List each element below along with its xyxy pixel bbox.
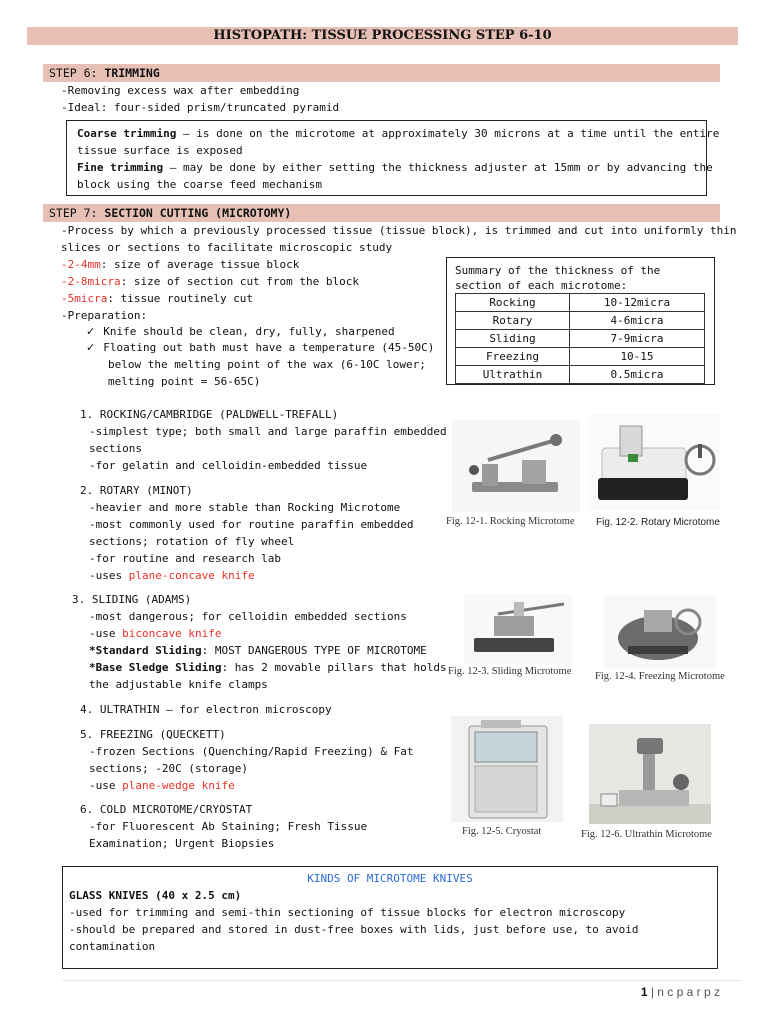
ultrathin-line — [80, 701, 332, 718]
prep-cont-1: below the melting point of the wax (6-10C lower; — [108, 358, 426, 371]
coarse-text-1: – is done on the microtome at approximately 30 microns at a time until the entire — [176, 127, 720, 140]
checkmark-icon: ✓ — [86, 325, 96, 338]
rotary-l4: -for routine and research lab — [89, 552, 282, 565]
prep-item-2 — [86, 339, 434, 356]
table-row — [456, 366, 705, 384]
step7-header — [43, 204, 720, 222]
table-cell: 7-9micra — [570, 330, 705, 348]
sliding-l4 — [89, 659, 447, 676]
table-cell: Ultrathin — [456, 366, 570, 384]
cryostat-image — [451, 716, 563, 822]
coarse-text-2: tissue surface is exposed — [77, 144, 243, 157]
sliding-l3-rest: : MOST DANGEROUS TYPE OF MICROTOME — [201, 644, 427, 657]
rotary-l2: -most commonly used for routine paraffin embedded — [89, 518, 414, 531]
table-cell: Sliding — [456, 330, 570, 348]
footer — [641, 985, 720, 999]
fig1-caption: Fig. 12-1. Rocking Microtome — [446, 516, 575, 527]
size-text-3: : tissue routinely cut — [107, 292, 254, 305]
rotary-l5-pre: -uses — [89, 569, 129, 582]
table-cell: 10-15 — [570, 348, 705, 366]
sliding-knife: biconcave knife — [122, 627, 222, 640]
summary-heading-2: section of each microtome: — [455, 279, 628, 292]
sliding-l3 — [89, 642, 427, 659]
size-value-3: -5micra — [61, 292, 108, 305]
rocking-l2: sections — [89, 442, 142, 455]
trimming-box — [66, 120, 720, 196]
prep-cont-2: melting point = 56-65C) — [108, 375, 261, 388]
ultrathin-title: 4. ULTRATHIN — [80, 703, 160, 716]
glass-knives-title: GLASS KNIVES (40 x 2.5 cm) — [69, 889, 242, 902]
checkmark-icon: ✓ — [86, 341, 96, 354]
table-cell: Rocking — [456, 294, 570, 312]
page-title: HISTOPATH: TISSUE PROCESSING STEP 6-10 — [27, 27, 738, 45]
step7-prefix: STEP 7: — [49, 206, 105, 220]
step7-intro-1: -Process by which a previously processed tissue (tissue block), is trimmed and cut into uniformly thin — [61, 224, 737, 237]
fig5-caption: Fig. 12-5. Cryostat — [462, 826, 542, 837]
footer-divider — [62, 980, 742, 981]
table-cell: Rotary — [456, 312, 570, 330]
prep-item-1-text: Knife should be clean, dry, fully, sharpened — [103, 325, 395, 338]
size-value-2: -2-8micra — [61, 275, 121, 288]
coarse-term: Coarse trimming — [77, 127, 177, 140]
rotary-knife: plane-concave knife — [128, 569, 255, 582]
standard-sliding: *Standard Sliding — [89, 644, 202, 657]
fine-text-2: block using the coarse feed mechanism — [77, 178, 323, 191]
thickness-table — [455, 293, 705, 384]
table-cell: 10-12micra — [570, 294, 705, 312]
table-row — [456, 330, 705, 348]
fig2-caption: Fig. 12-2. Rotary Microtome — [596, 517, 720, 528]
page-number: 1 — [640, 985, 648, 999]
freezing-l1: -frozen Sections (Quenching/Rapid Freezing) & Fat — [89, 745, 414, 758]
step6-line-1: -Removing excess wax after embedding — [61, 84, 300, 97]
ultrathin-microtome-image — [589, 724, 711, 824]
footer-sep: | — [647, 985, 658, 999]
fig3-caption: Fig. 12-3. Sliding Microtome — [448, 666, 572, 677]
size-line-2 — [61, 273, 359, 290]
knives-l2: -should be prepared and stored in dust-free boxes with lids, just before use, to avoid — [69, 923, 639, 936]
table-row — [456, 312, 705, 330]
table-cell: 0.5micra — [570, 366, 705, 384]
table-cell: Freezing — [456, 348, 570, 366]
sliding-l4-rest: : has 2 movable pillars that holds — [221, 661, 447, 674]
rocking-microtome-image — [452, 420, 580, 512]
size-line-3 — [61, 290, 253, 307]
step6-name: TRIMMING — [104, 66, 160, 80]
freezing-l3 — [89, 777, 235, 794]
rotary-title: 2. ROTARY (MINOT) — [80, 484, 193, 497]
sliding-title: 3. SLIDING (ADAMS) — [72, 593, 192, 606]
table-row — [456, 294, 705, 312]
rocking-l1: -simplest type; both small and large paraffin embedded — [89, 425, 447, 438]
knives-l3: contamination — [69, 940, 156, 953]
fig6-caption: Fig. 12-6. Ultrathin Microtome — [581, 829, 712, 840]
prep-item-1 — [86, 323, 395, 340]
step6-line-2: -Ideal: four-sided prism/truncated pyramid — [61, 101, 340, 114]
rocking-l3: -for gelatin and celloidin-embedded tissue — [89, 459, 368, 472]
ultrathin-rest: – for electron microscopy — [159, 703, 332, 716]
sliding-l1: -most dangerous; for celloidin embedded sections — [89, 610, 407, 623]
rocking-title: 1. ROCKING/CAMBRIDGE (PALDWELL-TREFALL) — [80, 408, 339, 421]
cryostat-title: 6. COLD MICROTOME/CRYOSTAT — [80, 803, 253, 816]
fine-text-1: – may be done by either setting the thickness adjuster at 15mm or by advancing the — [163, 161, 713, 174]
table-row — [456, 348, 705, 366]
freezing-l2: sections; -20C (storage) — [89, 762, 248, 775]
sliding-l5: the adjustable knife clamps — [89, 678, 268, 691]
footer-text: n c p a r p z — [657, 985, 720, 999]
base-sledge: *Base Sledge Sliding — [89, 661, 222, 674]
step7-intro-2: slices or sections to facilitate microscopic study — [61, 241, 393, 254]
step6-prefix: STEP 6: — [49, 66, 105, 80]
freezing-l3-pre: -use — [89, 779, 123, 792]
size-line-1 — [61, 256, 299, 273]
cryostat-l2: Examination; Urgent Biopsies — [89, 837, 275, 850]
sliding-l2 — [89, 625, 221, 642]
prep-item-2-text: Floating out bath must have a temperature (45-50C) — [103, 341, 435, 354]
table-cell: 4-6micra — [570, 312, 705, 330]
rotary-l3: sections; rotation of fly wheel — [89, 535, 295, 548]
knives-l1: -used for trimming and semi-thin sectioning of tissue blocks for electron microscopy — [69, 906, 626, 919]
rotary-microtome-image — [588, 414, 720, 510]
fine-term: Fine trimming — [77, 161, 164, 174]
freezing-microtome-image — [604, 596, 716, 668]
size-value-1: -2-4mm — [61, 258, 101, 271]
freezing-title: 5. FREEZING (QUECKETT) — [80, 728, 226, 741]
rotary-l1: -heavier and more stable than Rocking Microtome — [89, 501, 401, 514]
summary-box — [446, 257, 715, 385]
sliding-microtome-image — [464, 594, 572, 664]
prep-label: -Preparation: — [61, 309, 148, 322]
step7-name: SECTION CUTTING (MICROTOMY) — [104, 206, 292, 220]
sliding-l2-pre: -use — [89, 627, 123, 640]
cryostat-l1: -for Fluorescent Ab Staining; Fresh Tissue — [89, 820, 368, 833]
freezing-knife: plane-wedge knife — [122, 779, 235, 792]
size-text-1: : size of average tissue block — [100, 258, 300, 271]
knives-heading: KINDS OF MICROTOME KNIVES — [307, 872, 473, 885]
step6-header — [43, 64, 720, 82]
size-text-2: : size of section cut from the block — [120, 275, 360, 288]
summary-heading-1: Summary of the thickness of the — [455, 264, 661, 277]
fig4-caption: Fig. 12-4. Freezing Microtome — [595, 671, 725, 682]
rotary-l5 — [89, 567, 255, 584]
knives-box — [62, 866, 718, 969]
